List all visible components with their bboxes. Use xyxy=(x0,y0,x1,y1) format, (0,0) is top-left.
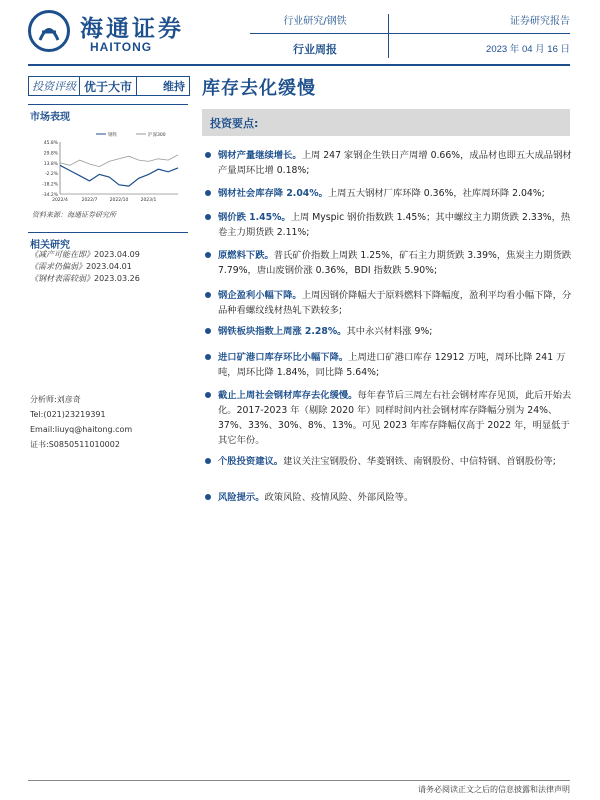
x-tick-label: 2023/1 xyxy=(140,198,157,203)
related-item[interactable]: 《钢材表需较弱》2023.03.26 xyxy=(30,274,140,283)
key-point: 钢价跌 1.45%。上周 Myspic 钢价指数跌 1.45%；其中螺纹主力期货跌 2.33%，热卷主力期货跌 2.11%; xyxy=(202,210,572,240)
bullet-icon xyxy=(205,252,211,258)
bullet-icon xyxy=(205,354,211,360)
footer-rule xyxy=(28,780,570,781)
key-point: 截止上周社会钢材库存去化缓慢。每年春节后三周左右社会钢材库存见顶，此后开始去化。2017-2023 年（剔除 2020 年）同样时间内社会钢材库存降幅分别为 24%、37%、33%、30%、8%、13%。可见 2023 年库存降幅仅高于 2022 年，明显低于其它年份。 xyxy=(202,388,572,448)
market-section-rule xyxy=(28,104,188,105)
header-base-rule xyxy=(28,64,570,66)
market-performance-chart xyxy=(34,128,184,210)
header-category-block xyxy=(250,12,380,57)
related-item[interactable]: 《减产可能在即》2023.04.09 xyxy=(30,250,140,259)
key-point: 进口矿港口库存环比小幅下降。上周进口矿港口库存 12912 万吨，周环比降 241 万吨，周环比降 1.84%，同比降 5.64%; xyxy=(202,350,572,380)
related-section-label: 相关研究 xyxy=(30,240,70,251)
analyst-name: 分析师:刘彦奇 xyxy=(30,395,81,404)
key-point: 原燃料下跌。普氏矿价指数上周跌 1.25%，矿石主力期货跌 3.39%，焦炭主力期货跌 7.79%，唐山废钢价涨 0.36%，BDI 指数跌 5.90%; xyxy=(202,248,572,278)
x-tick-label: 2022/10 xyxy=(109,198,129,203)
x-tick-label: 2022/4 xyxy=(52,198,68,203)
chart-source: 资料来源：海通证券研究所 xyxy=(32,211,116,219)
bullet-icon xyxy=(205,494,211,500)
key-points-header xyxy=(202,109,570,136)
bullet-icon xyxy=(205,392,211,398)
bullet-icon xyxy=(205,292,211,298)
report-date: 2023 年 04 月 16 日 xyxy=(486,44,570,55)
footer-disclaimer[interactable]: 请务必阅读正文之后的信息披露和法律声明 xyxy=(418,785,570,794)
bullet-icon xyxy=(205,190,211,196)
report-type: 行业周报 xyxy=(293,43,337,56)
key-point: 钢材社会库存降 2.04%。上周五大钢材厂库环降 0.36%，社库周环降 2.04%; xyxy=(202,186,572,201)
y-tick-label: -18.2% xyxy=(42,182,58,188)
y-tick-label: -34.2% xyxy=(42,193,58,198)
company-logo xyxy=(28,8,218,56)
y-tick-label: 13.8% xyxy=(43,161,58,167)
bullet-icon xyxy=(205,152,211,158)
key-point: 钢企盈利小幅下降。上周因钢价降幅大于原料燃料下降幅度，盈利平均看小幅下降，分品种看螺纹线材热轧下跌较多; xyxy=(202,288,572,318)
key-point: 钢铁板块指数上周涨 2.28%。其中永兴材料涨 9%; xyxy=(202,324,572,339)
bullet-icon xyxy=(205,214,211,220)
report-category: 行业研究/钢铁 xyxy=(283,16,347,27)
report-title: 库存去化缓慢 xyxy=(202,78,316,99)
x-tick-label: 2022/7 xyxy=(81,198,98,203)
logo-emblem-icon xyxy=(28,10,70,52)
analyst-cert: 证书:S0850511010002 xyxy=(30,440,120,449)
analyst-email[interactable]: Email:liuyq@haitong.com xyxy=(30,425,133,434)
investment-rating xyxy=(28,76,190,96)
analyst-tel: Tel:(021)23219391 xyxy=(30,410,106,419)
related-section-rule xyxy=(28,232,188,233)
analyst-info xyxy=(30,392,132,452)
series-line-1 xyxy=(60,165,178,186)
key-point: 个股投资建议。建议关注宝钢股份、华菱钢铁、南钢股份、中信特钢、首钢股份等; xyxy=(202,454,572,469)
series-line-2 xyxy=(60,155,178,167)
report-class: 证券研究报告 xyxy=(510,16,570,27)
key-point: 钢材产量继续增长。上周 247 家钢企生铁日产周增 0.66%，成品材也即五大成品钢材产量周环比增 0.18%; xyxy=(202,148,572,178)
header-divider-vertical xyxy=(388,14,389,58)
rating-status: 维持 xyxy=(163,80,185,93)
rating-value: 优于大市 xyxy=(80,77,137,95)
y-tick-label: 45.8% xyxy=(43,141,58,146)
y-tick-label: -2.2% xyxy=(44,172,58,178)
rating-label: 投资评级 xyxy=(29,77,80,95)
logo-english-text: HAITONG xyxy=(90,40,153,54)
key-point: 风险提示。政策风险、疫情风险、外部风险等。 xyxy=(202,490,572,505)
bullet-icon xyxy=(205,458,211,464)
key-points-title: 投资要点: xyxy=(210,117,259,130)
legend-label: 钢铁 xyxy=(108,133,117,138)
related-research-list xyxy=(30,249,140,285)
legend-label: 沪深300 xyxy=(148,133,166,138)
related-item[interactable]: 《需求仍偏弱》2023.04.01 xyxy=(30,262,132,271)
logo-chinese-text: 海通证券 xyxy=(80,15,184,42)
header-meta-block xyxy=(400,12,570,55)
market-section-label: 市场表现 xyxy=(30,112,70,123)
y-tick-label: 29.8% xyxy=(43,151,58,157)
bullet-icon xyxy=(205,328,211,334)
